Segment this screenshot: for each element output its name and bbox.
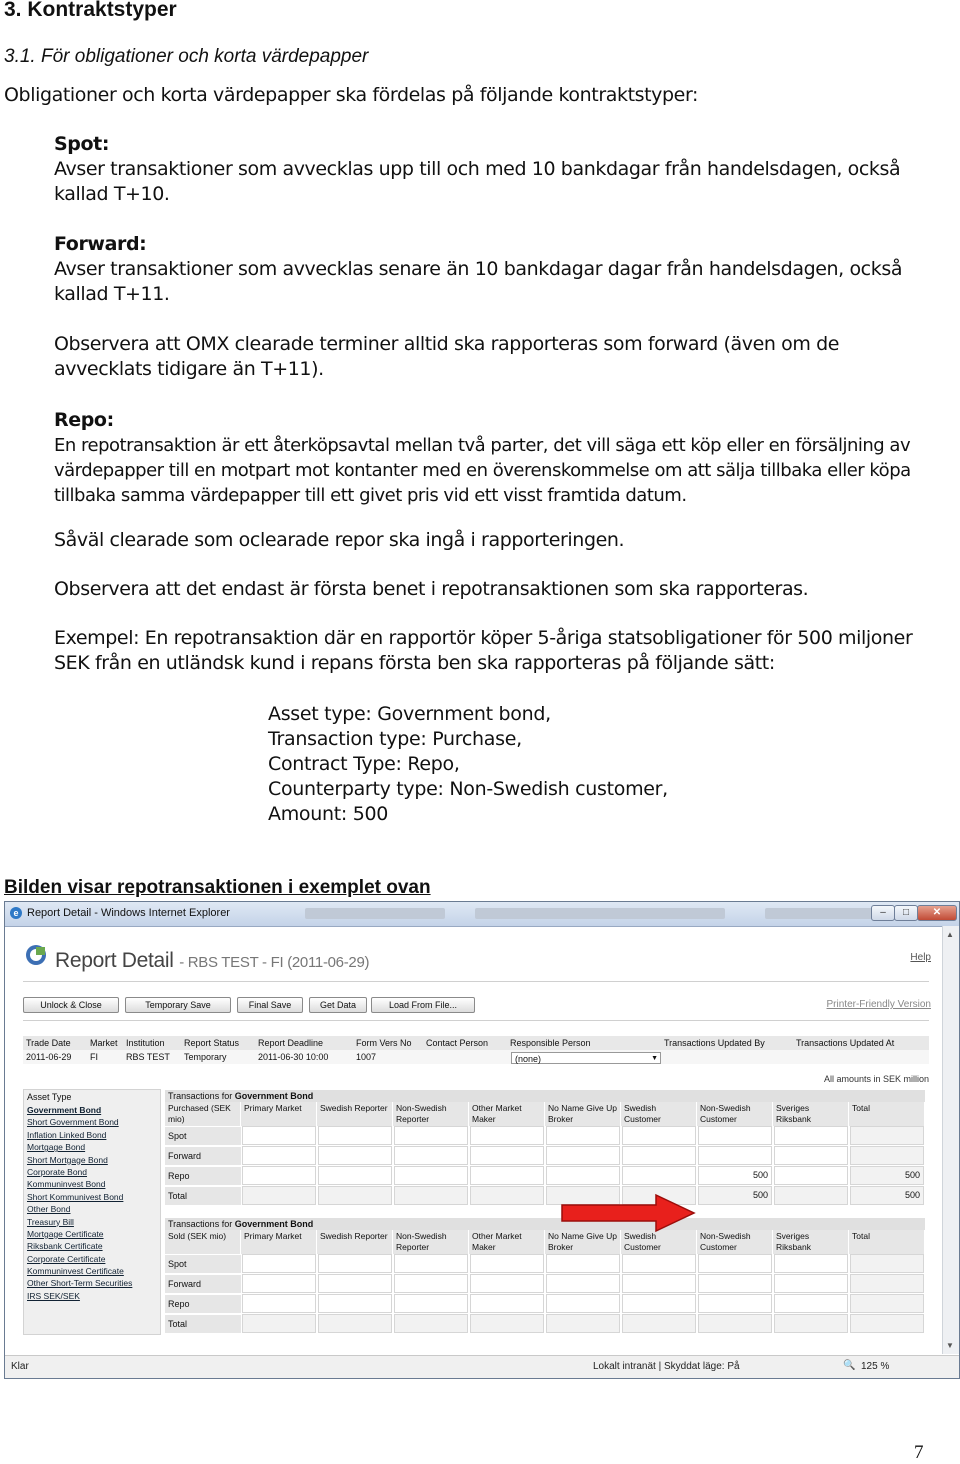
grid-cell[interactable] xyxy=(546,1254,620,1273)
grid-col-header: Primary Market xyxy=(241,1230,317,1254)
taskbar-blur xyxy=(305,908,445,919)
vertical-scrollbar[interactable] xyxy=(942,926,959,1354)
grid-cell xyxy=(470,1186,544,1205)
sold-grid xyxy=(165,1218,925,1332)
info-label: Institution xyxy=(123,1036,181,1050)
maximize-icon[interactable]: □ xyxy=(894,905,918,921)
unlock-close-button[interactable]: Unlock & Close xyxy=(23,997,119,1013)
divider xyxy=(23,981,929,982)
grid-col-header: Other Market Maker xyxy=(469,1230,545,1254)
chevron-down-icon: ▼ xyxy=(651,1055,658,1062)
grid-cell[interactable] xyxy=(774,1294,848,1313)
intro-text: Obligationer och korta värdepapper ska fördelas på följande kontraktstyper: xyxy=(4,84,699,106)
report-screenshot xyxy=(4,901,960,1379)
report-info-row xyxy=(23,1036,929,1066)
grid-cell[interactable] xyxy=(242,1126,316,1145)
grid-cell[interactable] xyxy=(394,1126,468,1145)
grid-col-header: Non-Swedish Reporter xyxy=(393,1102,469,1126)
grid-cell xyxy=(850,1314,924,1333)
responsible-person-value: (none) xyxy=(515,1054,542,1064)
grid-cell[interactable] xyxy=(318,1126,392,1145)
grid-cell: 500 xyxy=(850,1166,924,1185)
report-page xyxy=(5,926,943,1356)
grid-cell[interactable] xyxy=(622,1294,696,1313)
grid-col-header: Swedish Customer xyxy=(621,1230,697,1254)
grid-col-header: Total xyxy=(849,1230,925,1254)
printer-friendly-link[interactable]: Printer-Friendly Version xyxy=(826,999,931,1010)
grid-row-label: Forward xyxy=(165,1146,241,1165)
grid-cell[interactable] xyxy=(242,1146,316,1165)
repo-definition xyxy=(54,408,934,508)
repo-label: Repo: xyxy=(54,409,114,431)
scroll-down-icon[interactable]: ▼ xyxy=(946,1341,954,1350)
grid-corner: Purchased (SEK mio) xyxy=(165,1102,241,1126)
info-label: Transactions Updated By xyxy=(661,1036,793,1050)
info-label: Report Status xyxy=(181,1036,255,1050)
report-title-sub: - RBS TEST - FI (2011-06-29) xyxy=(179,954,370,971)
trade-date-value: 2011-06-29 xyxy=(23,1050,87,1064)
grid-cell[interactable] xyxy=(774,1254,848,1273)
grid-cell[interactable] xyxy=(622,1166,696,1185)
grid-col-header: Sveriges Riksbank xyxy=(773,1230,849,1254)
grid-row-label: Repo xyxy=(165,1166,241,1185)
report-title xyxy=(55,949,369,973)
grid-cell: 500 xyxy=(850,1186,924,1205)
asset-type-item[interactable]: Corporate Certificate xyxy=(27,1253,106,1264)
grid-cell[interactable] xyxy=(622,1126,696,1145)
grid-cell[interactable] xyxy=(698,1126,772,1145)
grid-cell xyxy=(546,1314,620,1333)
grid-cell[interactable] xyxy=(394,1294,468,1313)
grid-col-header: Non-Swedish Customer xyxy=(697,1102,773,1126)
section-heading: 3. Kontraktstyper xyxy=(4,0,177,21)
taskbar-blur xyxy=(475,908,725,919)
asset-type-item[interactable]: Kommuninvest Bond xyxy=(27,1179,106,1190)
grid-cell xyxy=(774,1186,848,1205)
grid-row-label: Total xyxy=(165,1186,241,1205)
grid-cell xyxy=(318,1314,392,1333)
grid-cell xyxy=(470,1314,544,1333)
cleared-note: Såväl clearade som oclearade repor ska ingå i rapporteringen. xyxy=(54,529,625,551)
grid-cell[interactable] xyxy=(394,1254,468,1273)
grid-cell[interactable] xyxy=(318,1294,392,1313)
responsible-person-select[interactable] xyxy=(511,1052,661,1064)
grid-cell xyxy=(774,1314,848,1333)
purchase-grid xyxy=(165,1090,925,1204)
grid-col-header: Swedish Customer xyxy=(621,1102,697,1126)
contact-person-value xyxy=(423,1050,507,1064)
grid-cell[interactable] xyxy=(242,1254,316,1273)
status-bar xyxy=(5,1355,959,1378)
grid-col-header: Total xyxy=(849,1102,925,1126)
grid-cell[interactable] xyxy=(470,1294,544,1313)
grid-cell xyxy=(242,1314,316,1333)
grid-cell[interactable] xyxy=(242,1274,316,1293)
grid-col-header: Non-Swedish Customer xyxy=(697,1230,773,1254)
grid-cell[interactable] xyxy=(698,1146,772,1165)
asset-line: Counterparty type: Non-Swedish customer, xyxy=(268,778,668,800)
grid-cell[interactable] xyxy=(242,1294,316,1313)
report-title-main: Report Detail xyxy=(55,949,174,972)
grid-cell[interactable] xyxy=(470,1166,544,1185)
asset-type-item[interactable]: IRS SEK/SEK xyxy=(27,1290,80,1301)
forward-text: Avser transaktioner som avvecklas senare än 10 bankdagar dagar från handelsdagen, också kallad T+11. xyxy=(54,258,903,305)
close-icon[interactable]: ✕ xyxy=(917,905,957,921)
window-titlebar xyxy=(5,902,959,927)
load-from-file-button[interactable]: Load From File... xyxy=(371,997,475,1013)
grid-row-label: Total xyxy=(165,1314,241,1333)
grid-cell[interactable] xyxy=(470,1274,544,1293)
grid-row-label: Spot xyxy=(165,1126,241,1145)
grid-col-header: Swedish Reporter xyxy=(317,1102,393,1126)
grid-cell[interactable] xyxy=(318,1254,392,1273)
asset-line: Contract Type: Repo, xyxy=(268,753,460,775)
status-text: Klar xyxy=(11,1361,29,1372)
grid-cell: 500 xyxy=(698,1186,772,1205)
asset-type-item[interactable]: Treasury Bill xyxy=(27,1216,74,1227)
asset-type-item[interactable]: Short Government Bond xyxy=(27,1117,119,1128)
asset-type-header: Asset Type xyxy=(27,1092,72,1102)
spot-label: Spot: xyxy=(54,133,110,155)
grid-cell xyxy=(850,1146,924,1165)
asset-type-item[interactable]: Government Bond xyxy=(27,1105,102,1115)
grid-cell xyxy=(394,1314,468,1333)
figure-caption: Bilden visar repotransaktionen i exemplet ovan xyxy=(4,877,431,898)
example-text: Exempel: En repotransaktion där en rapportör köper 5-åriga statsobligationer för 500 miljoner SEK från en utländsk kund i repans första ben ska rapporteras på följande sätt: xyxy=(54,627,913,674)
zoom-level[interactable]: 125 % xyxy=(861,1361,890,1372)
window-title: Report Detail - Windows Internet Explorer xyxy=(27,907,230,919)
grid-cell[interactable] xyxy=(546,1126,620,1145)
browser-icon: e xyxy=(10,907,22,919)
minimize-icon[interactable]: – xyxy=(871,905,895,921)
asset-type-item[interactable]: Other Bond xyxy=(27,1204,71,1215)
asset-line: Amount: 500 xyxy=(268,803,389,825)
grid-cell[interactable] xyxy=(394,1146,468,1165)
grid-col-header: Other Market Maker xyxy=(469,1102,545,1126)
asset-type-item[interactable]: Short Kommunivest Bond xyxy=(27,1191,124,1202)
purchase-grid-title: Transactions for Government Bond xyxy=(165,1090,925,1102)
amounts-unit-note: All amounts in SEK million xyxy=(823,1074,929,1084)
form-version-value: 1007 xyxy=(353,1050,423,1064)
grid-cell xyxy=(622,1314,696,1333)
grid-cell xyxy=(242,1186,316,1205)
grid-col-header: Swedish Reporter xyxy=(317,1230,393,1254)
asset-type-list xyxy=(23,1089,161,1335)
grid-col-header: No Name Give Up Broker xyxy=(545,1230,621,1254)
spot-definition xyxy=(54,132,934,207)
grid-cell[interactable] xyxy=(394,1274,468,1293)
grid-cell[interactable] xyxy=(470,1146,544,1165)
divider xyxy=(23,1020,929,1021)
info-label: Trade Date xyxy=(23,1036,87,1050)
grid-cell[interactable] xyxy=(546,1146,620,1165)
subsection-heading: 3.1. För obligationer och korta värdepapper xyxy=(4,46,369,67)
grid-cell[interactable] xyxy=(774,1166,848,1185)
grid-cell[interactable]: 500 xyxy=(698,1166,772,1185)
grid-cell xyxy=(698,1314,772,1333)
grid-cell[interactable] xyxy=(698,1274,772,1293)
institution-value: RBS TEST xyxy=(123,1050,181,1064)
final-save-button[interactable]: Final Save xyxy=(237,997,303,1013)
info-label: Report Deadline xyxy=(255,1036,353,1050)
first-leg-note: Observera att det endast är första benet i repotransaktionen som ska rapporteras. xyxy=(54,578,809,600)
grid-cell[interactable] xyxy=(470,1254,544,1273)
repo-text: En repotransaktion är ett återköpsavtal mellan två parter, det vill säga ett köp eller en försäljning av värdepapper till en motpart mot kontanter med en överenskommelse om att sälja tillbaka eller köpa tillbaka samma värdepapper till ett givet pris vid ett visst framtida datum. xyxy=(54,435,911,506)
grid-cell[interactable] xyxy=(318,1274,392,1293)
grid-cell[interactable] xyxy=(318,1146,392,1165)
security-zone-text: Lokalt intranät | Skyddat läge: På xyxy=(593,1361,740,1372)
grid-cell xyxy=(318,1186,392,1205)
scroll-up-icon[interactable]: ▲ xyxy=(946,930,954,939)
taskbar-blur xyxy=(765,908,875,919)
forward-definition xyxy=(54,232,934,307)
page-number: 7 xyxy=(914,1442,924,1463)
info-label: Transactions Updated At xyxy=(793,1036,929,1050)
asset-type-item[interactable]: Inflation Linked Bond xyxy=(27,1129,107,1140)
grid-cell[interactable] xyxy=(774,1274,848,1293)
report-status-value: Temporary xyxy=(181,1050,255,1064)
zoom-icon[interactable]: 🔍 xyxy=(843,1360,856,1371)
grid-cell[interactable] xyxy=(546,1166,620,1185)
asset-line: Asset type: Government bond, xyxy=(268,703,551,725)
get-data-button[interactable]: Get Data xyxy=(309,997,367,1013)
grid-cell[interactable] xyxy=(394,1166,468,1185)
asset-type-item[interactable]: Riksbank Certificate xyxy=(27,1241,103,1252)
grid-col-header: Primary Market xyxy=(241,1102,317,1126)
example-attributes xyxy=(268,702,668,827)
app-logo-icon xyxy=(25,944,47,966)
asset-type-item[interactable]: Short Mortgage Bond xyxy=(27,1154,108,1165)
grid-col-header: Non-Swedish Reporter xyxy=(393,1230,469,1254)
help-link[interactable]: Help xyxy=(910,952,931,963)
grid-cell xyxy=(394,1186,468,1205)
grid-row-label: Forward xyxy=(165,1274,241,1293)
report-deadline-value: 2011-06-30 10:00 xyxy=(255,1050,353,1064)
grid-col-header: Sveriges Riksbank xyxy=(773,1102,849,1126)
grid-cell xyxy=(850,1126,924,1145)
asset-type-item[interactable]: Other Short-Term Securities xyxy=(27,1278,133,1289)
grid-cell xyxy=(850,1294,924,1313)
grid-cell[interactable] xyxy=(622,1274,696,1293)
grid-cell xyxy=(850,1254,924,1273)
grid-cell[interactable] xyxy=(698,1294,772,1313)
grid-cell xyxy=(850,1274,924,1293)
omx-note: Observera att OMX clearade terminer alltid ska rapporteras som forward (även om de avvecklats tidigare än T+11). xyxy=(54,333,840,380)
grid-cell[interactable] xyxy=(546,1294,620,1313)
grid-cell[interactable] xyxy=(242,1166,316,1185)
spot-text: Avser transaktioner som avvecklas upp till och med 10 bankdagar från handelsdagen, också kallad T+10. xyxy=(54,158,901,205)
grid-cell[interactable] xyxy=(318,1166,392,1185)
info-label: Responsible Person xyxy=(507,1036,661,1050)
asset-type-item[interactable]: Kommuninvest Certificate xyxy=(27,1266,124,1277)
grid-row-label: Repo xyxy=(165,1294,241,1313)
asset-line: Transaction type: Purchase, xyxy=(268,728,522,750)
sold-grid-title: Transactions for Government Bond xyxy=(165,1218,925,1230)
market-value: FI xyxy=(87,1050,123,1064)
grid-cell[interactable] xyxy=(698,1254,772,1273)
grid-cell[interactable] xyxy=(774,1126,848,1145)
asset-type-item[interactable]: Corporate Bond xyxy=(27,1166,88,1177)
red-arrow-icon xyxy=(560,1193,696,1233)
grid-corner: Sold (SEK mio) xyxy=(165,1230,241,1254)
grid-cell[interactable] xyxy=(546,1274,620,1293)
grid-cell[interactable] xyxy=(622,1146,696,1165)
grid-row-label: Spot xyxy=(165,1254,241,1273)
forward-label: Forward: xyxy=(54,233,147,255)
info-label: Market xyxy=(87,1036,123,1050)
asset-type-item[interactable]: Mortgage Bond xyxy=(27,1142,86,1153)
grid-cell[interactable] xyxy=(470,1126,544,1145)
grid-cell[interactable] xyxy=(774,1146,848,1165)
grid-cell[interactable] xyxy=(622,1254,696,1273)
grid-col-header: No Name Give Up Broker xyxy=(545,1102,621,1126)
asset-type-item[interactable]: Mortgage Certificate xyxy=(27,1228,104,1239)
info-label: Contact Person xyxy=(423,1036,507,1050)
temporary-save-button[interactable]: Temporary Save xyxy=(125,997,231,1013)
info-label: Form Vers No xyxy=(353,1036,423,1050)
